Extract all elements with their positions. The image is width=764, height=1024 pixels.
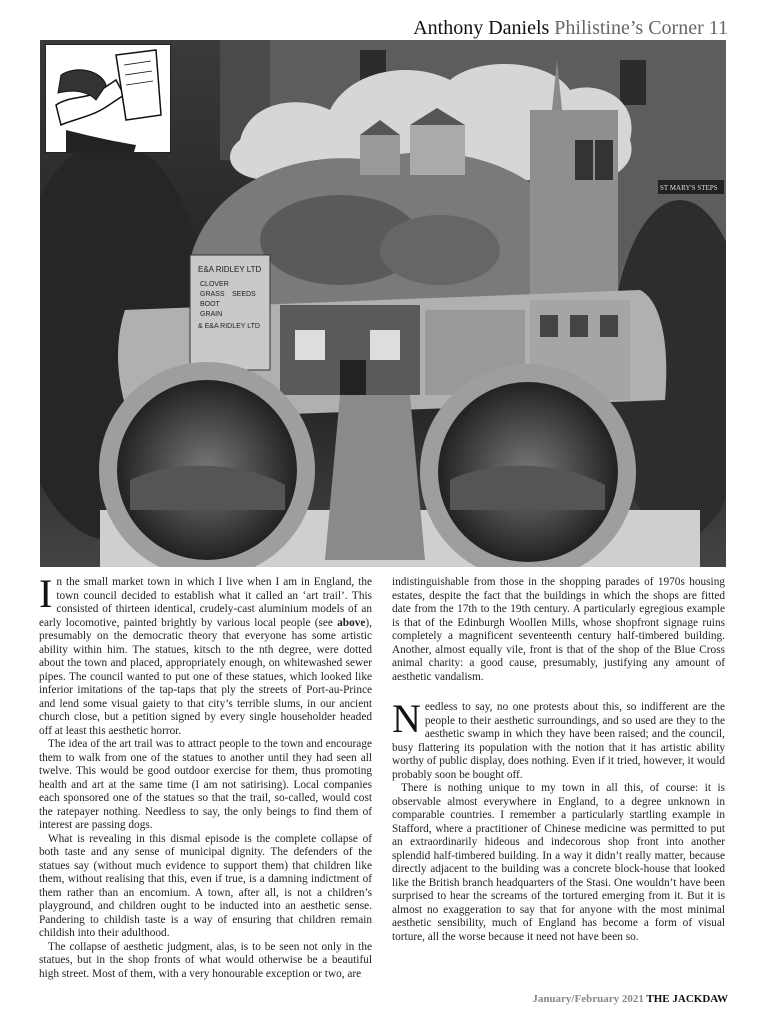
article-column-left	[39, 571, 372, 981]
page-footer	[532, 993, 728, 1005]
article-paragraph: The collapse of aesthetic judgment, alas, is to be seen not only in the statues, but in the shop fronts of what would otherwise be a beautiful high street. Most of them, with a very honourable exception or two, are	[39, 940, 372, 980]
article-paragraph-continued: indistinguishable from those in the shopping parades of 1970s housing estates, despite the fact that the buildings in which the shops are fitted date from the 17th to the 19th century. A particularly egregious example is that of the Edinburgh Woollen Mills, whose shopfront signage ruins completely a magnificent seventeenth century half-timbered building. Another, almost equally vile, front is that of the shop of the Blue Cross animal charity: a good cause, presumably, justifying any amount of aesthetic vandalism.	[392, 576, 725, 683]
shop-sign-line-5: BOOT	[200, 301, 220, 308]
article-paragraph: What is revealing in this dismal episode is the complete collapse of both taste and any sense of municipal dignity. The defenders of the statues say (without much evidence to support them) that children like them, without realising that this, even if true, is a damning indictment of them rather than an encomium. A town, after all, is not a children’s playground, and children ought to be inducted into an aesthetic sense. Pandering to childish taste is a way of ensuring that children remain childish into their adulthood.	[39, 832, 372, 939]
issue-date: January/February 2021	[532, 993, 644, 1005]
article-paragraph: There is nothing unique to my town in all this, of course: it is observable almost everywhere in England, to a degree unknown in comparable countries. I remember a particularly startling example in Stafford, where a practitioner of Chinese medicine was permitted to put an extraordinarily hideous and indecorous shop front into another splendid half-timbered building. In a way it didn’t really matter, because directly adjacent to the building was a concrete block-house that looked like the British branch headquarters of the Stasi. One wouldn’t have been surprised to hear the screams of the tortured emerging from it. But it is almost no exaggeration to say that for anyone with the most minimal aesthetic sensibility, much of England has become a form of visual torture, all the worse because it need not have been so.	[392, 782, 725, 943]
shop-sign-line-4: SEEDS	[232, 291, 256, 298]
dropcap-letter: N	[392, 696, 421, 741]
magazine-name: THE JACKDAW	[646, 993, 728, 1005]
page-header	[413, 17, 728, 39]
author-name: Anthony Daniels	[413, 17, 550, 39]
shop-sign-line-2: CLOVER	[200, 281, 229, 288]
column-title: Philistine’s Corner 11	[554, 17, 728, 39]
column-illustration	[45, 44, 171, 153]
article-column-right	[392, 576, 725, 944]
article-paragraph: The idea of the art trail was to attract people to the town and encourage them to walk from one of the statues to another until they had seen all twelve. This would be good outdoor exercise for them, thus promoting health and art at the same time (I am not satirising). Local companies each sponsored one of the statues so that the trail, so-called, would cost the ratepayer nothing. Needless to say, the only beings to find them of interest are passing dogs.	[39, 738, 372, 831]
article-paragraph: Needless to say, no one protests about this, so indifferent are the people to their aesthetic surroundings, and so used are they to the aesthetic swamp in which they have been raised; and the council, busy flattering its population with the notion that it has artistic ability worthy of public display, does nothing. Even if it tried, however, it would probably soon be bought off.	[392, 696, 725, 781]
shop-sign-line-6: GRAIN	[200, 311, 223, 318]
shop-sign-line-3: GRASS	[200, 291, 225, 298]
shop-sign-line-7: & E&A RIDLEY LTD	[198, 323, 260, 330]
column-continuation-space	[392, 576, 725, 684]
street-sign-text: ST MARY'S STEPS	[660, 184, 718, 192]
article-paragraph: In the small market town in which I live when I am in England, the town council decided to establish what it called an ‘art trail’. This consisted of thirteen identical, crudely-cast aluminium models of an early locomotive, painted brightly by various local people (see above), presumably on the democratic theory that everyone has some artistic ability within him. The statues, kitsch to the nth degree, were dotted about the town and placed, appropriately enough, on whitewashed sewer pipes. The council wanted to put one of these statues, which looked like inferior imitations of the tap-taps that ply the streets of Port-au-Prince and lend some visual gaiety to that city’s terrible slums, in our ancient church close, but a petition signed by every single householder headed off at least this aesthetic horror.	[39, 571, 372, 737]
dropcap-letter: I	[39, 571, 53, 616]
shop-sign-line-1: E&A RIDLEY LTD	[198, 265, 262, 274]
